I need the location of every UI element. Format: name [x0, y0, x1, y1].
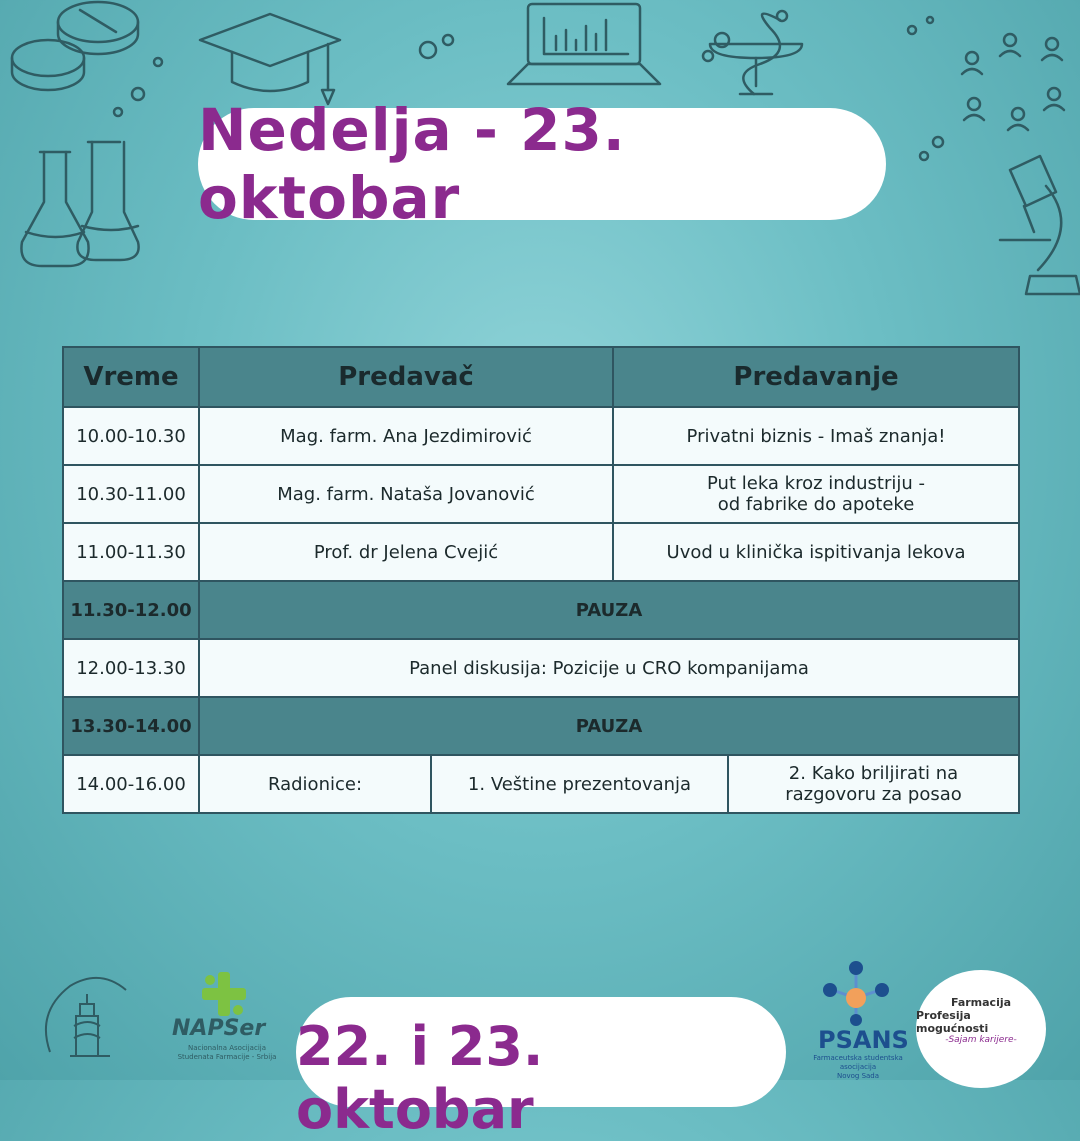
psans-subtitle	[800, 1054, 916, 1081]
laptop-chart-icon	[508, 4, 660, 84]
napser-logo-icon	[200, 972, 248, 1018]
pause-cell: PAUZA	[199, 697, 1019, 755]
schedule-table	[62, 346, 1020, 814]
career-fair-line: Farmacija	[950, 996, 1012, 1009]
table-row	[63, 407, 1019, 465]
lecture-line: od fabrike do apoteke	[717, 494, 915, 515]
page-title: Nedelja - 23. oktobar	[198, 108, 886, 220]
event-dates: 22. i 23. oktobar	[296, 997, 786, 1107]
column-header-speaker: Predavač	[199, 347, 613, 407]
workshops-label-cell: Radionice:	[199, 755, 431, 813]
lecture-cell: Uvod u klinička ispitivanja lekova	[613, 523, 1019, 581]
time-cell: 12.00-13.30	[63, 639, 199, 697]
table-row	[63, 465, 1019, 523]
psans-logo-icon	[818, 960, 894, 1026]
time-cell: 14.00-16.00	[63, 755, 199, 813]
time-cell: 11.00-11.30	[63, 523, 199, 581]
career-fair-logo	[916, 970, 1046, 1088]
table-row	[63, 523, 1019, 581]
graduation-cap-icon	[200, 14, 340, 104]
column-header-time: Vreme	[63, 347, 199, 407]
microscope-icon	[1000, 156, 1080, 294]
napser-subtitle	[172, 1044, 282, 1062]
pills-icon	[12, 2, 138, 90]
speaker-cell: Mag. farm. Nataša Jovanović	[199, 465, 613, 523]
network-people-icon	[962, 34, 1064, 130]
speaker-cell: Mag. farm. Ana Jezdimirović	[199, 407, 613, 465]
psans-subtitle-line: Novog Sada	[836, 1072, 880, 1080]
pharmacy-symbol-icon	[710, 11, 802, 94]
workshop-cell	[728, 755, 1019, 813]
pause-cell: PAUZA	[199, 581, 1019, 639]
speaker-cell: Prof. dr Jelena Cvejić	[199, 523, 613, 581]
panel-cell: Panel diskusija: Pozicije u CRO kompanijama	[199, 639, 1019, 697]
career-fair-line: Profesija mogućnosti	[916, 1009, 989, 1035]
napser-name: NAPSer	[172, 1016, 266, 1041]
workshop-line: 2. Kako briljirati na	[788, 763, 959, 784]
napser-subtitle-line: Nacionalna Asocijacija	[188, 1044, 266, 1052]
lecture-cell	[613, 465, 1019, 523]
flasks-icon	[21, 142, 138, 266]
psans-subtitle-line: Farmaceutska studentska asocijacija	[813, 1054, 903, 1071]
column-header-lecture: Predavanje	[613, 347, 1019, 407]
pause-row	[63, 697, 1019, 755]
time-cell: 13.30-14.00	[63, 697, 199, 755]
lecture-line: Put leka kroz industriju -	[707, 473, 925, 494]
psans-name: PSANS	[818, 1026, 909, 1054]
workshop-cell: 1. Veštine prezentovanja	[431, 755, 728, 813]
time-cell: 10.30-11.00	[63, 465, 199, 523]
lecture-cell: Privatni biznis - Imaš znanja!	[613, 407, 1019, 465]
table-row	[63, 639, 1019, 697]
career-fair-tagline: -Sajam karijere-	[945, 1035, 1017, 1045]
table-header-row	[63, 347, 1019, 407]
table-row	[63, 755, 1019, 813]
time-cell: 10.00-10.30	[63, 407, 199, 465]
pause-row	[63, 581, 1019, 639]
workshop-line: razgovoru za posao	[785, 784, 962, 805]
medical-faculty-logo	[30, 966, 150, 1076]
time-cell: 11.30-12.00	[63, 581, 199, 639]
napser-subtitle-line: Studenata Farmacije - Srbija	[177, 1053, 277, 1061]
